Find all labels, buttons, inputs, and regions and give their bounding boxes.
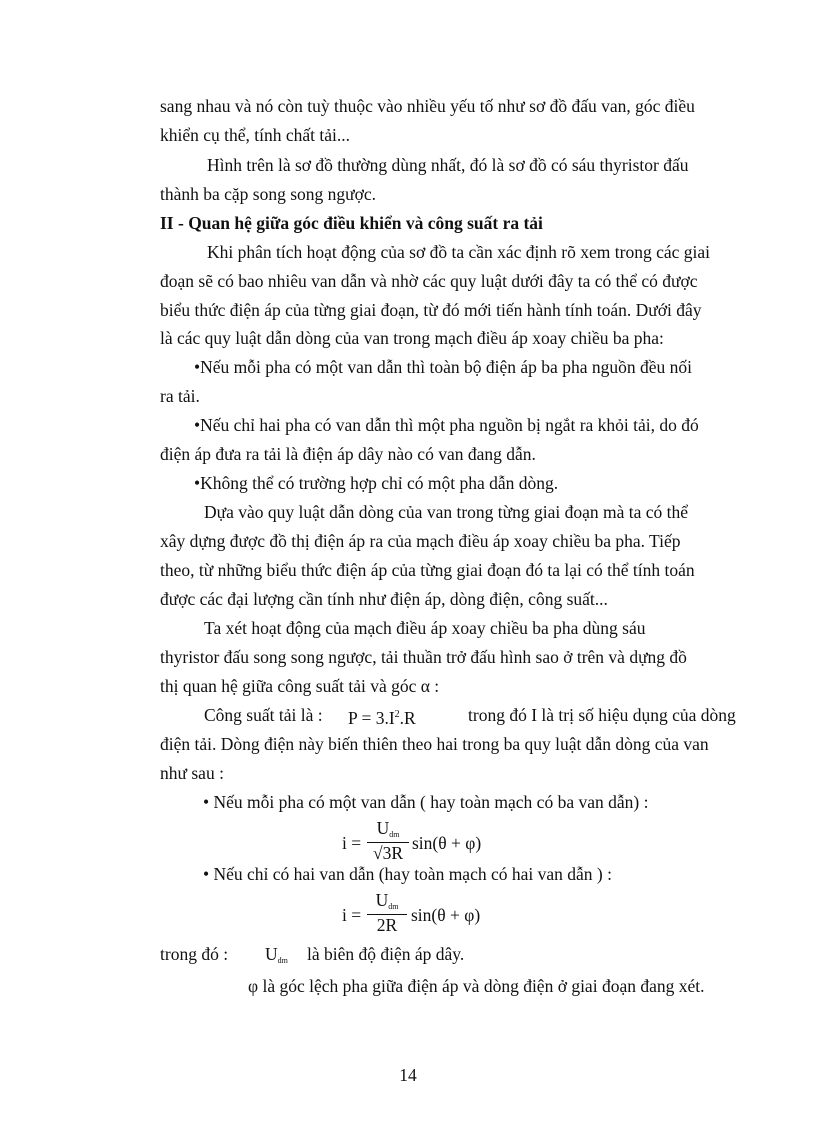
bullet-item: • Nếu mỗi pha có một van dẫn ( hay toàn mạch có ba van dẫn) :: [203, 792, 649, 812]
formula1-num-subscript: dm: [389, 830, 400, 839]
formula2-lhs: i =: [342, 905, 362, 925]
formula1-denominator: √3R: [372, 843, 404, 863]
page-number: 14: [399, 1065, 417, 1085]
text-line: là các quy luật dẫn dòng của van trong mạch điều áp xoay chiều ba pha:: [160, 328, 664, 348]
text-line: điện tải. Dòng điện này biến thiên theo hai trong ba quy luật dẫn dòng của van: [160, 734, 709, 754]
text-line: theo, từ những biểu thức điện áp của từng giai đoạn đó ta lại có thể tính toán: [160, 560, 695, 580]
bullet-item: •Nếu chỉ hai pha có van dẫn thì một pha nguồn bị ngắt ra khỏi tải, do đó: [194, 415, 699, 435]
text-line: Hình trên là sơ đồ thường dùng nhất, đó là sơ đồ có sáu thyristor đấu: [207, 155, 689, 175]
bullet-item: •Không thể có trường hợp chỉ có một pha dẫn dòng.: [194, 473, 559, 493]
text-line: Dựa vào quy luật dẫn dòng của van trong từng giai đoạn mà ta có thể: [204, 502, 689, 522]
formula2-num-symbol: U: [375, 890, 389, 910]
text-line: thị quan hệ giữa công suất tải và góc α :: [160, 676, 440, 696]
power-formula-lhs: P = 3.I: [348, 708, 395, 728]
text-line: được các đại lượng cần tính như điện áp, dòng điện, công suất...: [160, 589, 608, 609]
formula1-num-symbol: U: [376, 818, 390, 838]
text-line: thyristor đấu song song ngược, tải thuần trở đấu hình sao ở trên và dựng đồ: [160, 647, 687, 667]
text-line: ra tải.: [160, 386, 200, 406]
bullet-item: • Nếu chỉ có hai van dẫn (hay toàn mạch có hai van dẫn ) :: [203, 864, 612, 884]
text-line: xây dựng được đồ thị điện áp ra của mạch điều áp xoay chiều ba pha. Tiếp: [160, 531, 681, 551]
text-line: là biên độ điện áp dây.: [307, 944, 465, 964]
current-formula-two-valves: [342, 890, 492, 938]
formula1-lhs: i =: [342, 833, 362, 853]
udm-main: U: [265, 944, 278, 964]
udm-symbol: [265, 943, 288, 972]
text-line: Khi phân tích hoạt động của sơ đồ ta cần xác định rõ xem trong các giai: [207, 242, 710, 262]
power-formula-exponent: 2: [394, 709, 400, 720]
udm-subscript: dm: [277, 956, 288, 965]
text-line: điện áp đưa ra tải là điện áp dây nào có van đang dẫn.: [160, 444, 536, 464]
current-formula-three-valves: [342, 818, 492, 866]
formula2-num-subscript: dm: [388, 902, 399, 911]
formula2-denominator: 2R: [376, 915, 398, 935]
formula1-numerator: [367, 818, 409, 839]
section-heading: II - Quan hệ giữa góc điều khiển và công suất ra tải: [160, 213, 543, 233]
text-line: như sau :: [160, 763, 224, 783]
formula2-rhs: sin(θ + φ): [411, 905, 481, 925]
text-line: Công suất tải là :: [204, 705, 323, 725]
text-line: trong đó :: [160, 944, 229, 964]
text-line: trong đó I là trị số hiệu dụng của dòng: [468, 705, 736, 725]
text-line: khiển cụ thể, tính chất tải...: [160, 125, 351, 145]
bullet-item: •Nếu mỗi pha có một van dẫn thì toàn bộ điện áp ba pha nguồn đều nối: [194, 357, 692, 377]
text-line: đoạn sẽ có bao nhiêu van dẫn và nhờ các quy luật dưới đây ta có thể có được: [160, 271, 698, 291]
text-line: biểu thức điện áp của từng giai đoạn, từ đó mới tiến hành tính toán. Dưới đây: [160, 300, 702, 320]
text-line: thành ba cặp song song ngược.: [160, 184, 377, 204]
formula1-rhs: sin(θ + φ): [412, 833, 482, 853]
text-line: Ta xét hoạt động của mạch điều áp xoay chiều ba pha dùng sáu: [204, 618, 646, 638]
text-line: sang nhau và nó còn tuỳ thuộc vào nhiều yếu tố như sơ đồ đấu van, góc điều: [160, 96, 695, 116]
text-line: φ là góc lệch pha giữa điện áp và dòng điện ở giai đoạn đang xét.: [248, 976, 705, 996]
power-formula-rhs: .R: [399, 708, 416, 728]
formula2-numerator: [367, 890, 407, 911]
power-formula: [348, 704, 416, 729]
